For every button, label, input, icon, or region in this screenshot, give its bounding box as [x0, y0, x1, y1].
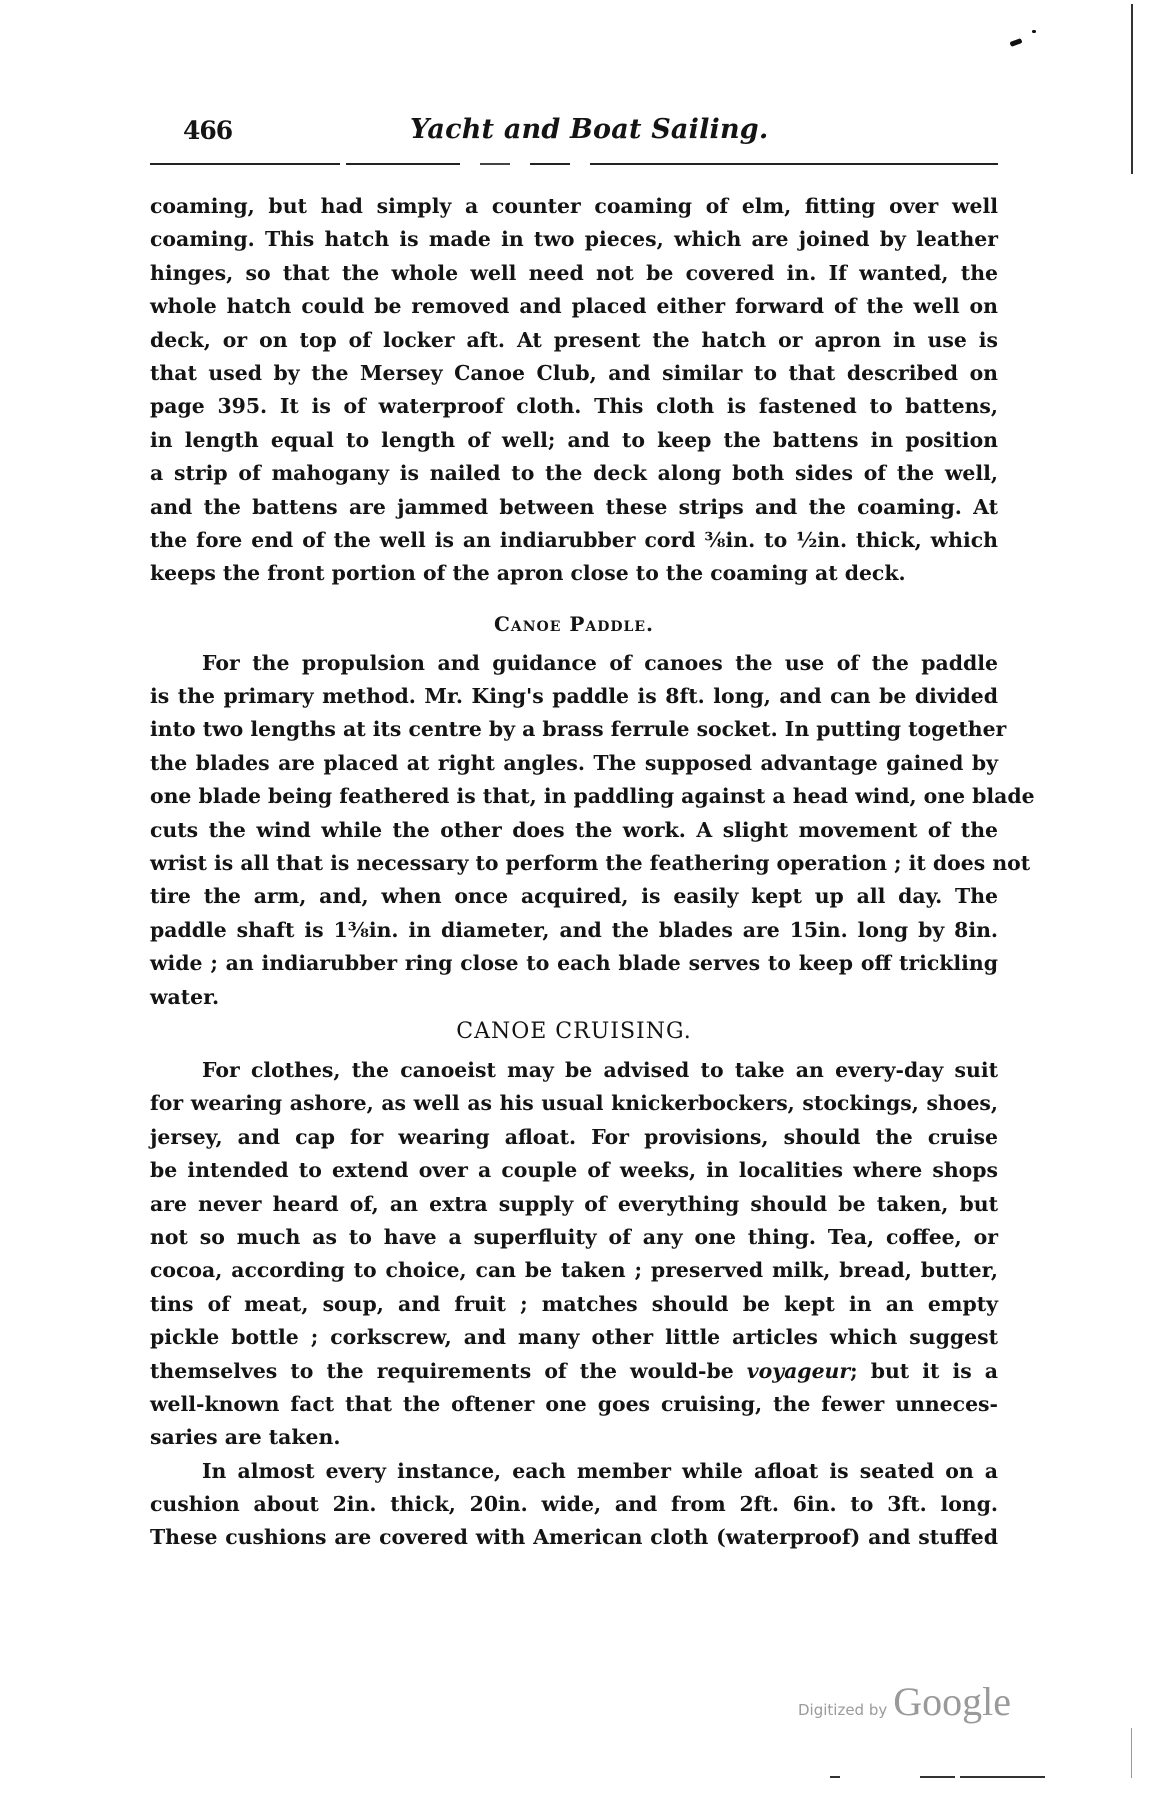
text-line: coaming, but had simply a counter coaming of elm, fitting over well: [150, 194, 998, 218]
page-number: 466: [183, 116, 233, 145]
text-line: one blade being feathered is that, in paddling against a head wind, one blade: [150, 784, 1035, 809]
text-line: hinges, so that the whole well need not be covered in. If wanted, the: [150, 260, 998, 285]
text-line: keeps the front portion of the apron close to the coaming at deck.: [150, 561, 906, 586]
text-line: cuts the wind while the other does the work. A slight movement of the: [150, 817, 998, 842]
page-edge-line: [1131, 4, 1133, 174]
text-line: water.: [150, 984, 220, 1009]
text-line: In almost every instance, each member while afloat is seated on a: [202, 1458, 998, 1483]
text-line: the blades are placed at right angles. The supposed advantage gained by: [150, 750, 998, 775]
text-line: [150, 1355, 998, 1388]
text-line: deck, or on top of locker aft. At present the hatch or apron in use is: [150, 327, 998, 352]
text-line: be intended to extend over a couple of weeks, in localities where shops: [150, 1158, 998, 1183]
text-line: tire the arm, and, when once acquired, is easily kept up all day. The: [150, 884, 998, 909]
text-line: tins of meat, soup, and fruit ; matches should be kept in an empty: [150, 1291, 998, 1316]
text-line: wide ; an indiarubber ring close to each blade serves to keep off trickling: [150, 951, 998, 976]
page-edge-line-bottom: [1131, 1728, 1132, 1778]
text-line: coaming. This hatch is made in two pieces, which are joined by leather: [150, 227, 998, 252]
scan-speck: [1032, 30, 1036, 33]
section-heading-canoe-paddle: Canoe Paddle.: [493, 611, 655, 636]
text-line: page 395. It is of waterproof cloth. This cloth is fastened to battens,: [150, 394, 998, 419]
text-line: For clothes, the canoeist may be advised to take an every-day suit: [202, 1057, 998, 1082]
text-segment: themselves to the requirements of the would-be: [150, 1358, 734, 1383]
text-segment: ; but it is a: [850, 1358, 998, 1383]
text-line: pickle bottle ; corkscrew, and many other little articles which suggest: [150, 1325, 998, 1350]
bottom-rule: [920, 1776, 955, 1778]
text-line: a strip of mahogany is nailed to the deck along both sides of the well,: [150, 461, 998, 486]
section-heading-canoe-cruising: CANOE CRUISING.: [456, 1018, 692, 1044]
text-line: These cushions are covered with American cloth (waterproof) and stuffed: [150, 1525, 998, 1550]
watermark-prefix: Digitized by: [798, 1701, 888, 1719]
italic-word: voyageur: [746, 1358, 851, 1383]
text-line: For the propulsion and guidance of canoes the use of the paddle: [202, 650, 998, 675]
bottom-rule: [830, 1776, 840, 1778]
text-line: are never heard of, an extra supply of everything should be taken, but: [150, 1191, 998, 1216]
text-line: the fore end of the well is an indiarubber cord ⅜in. to ½in. thick, which: [150, 527, 998, 552]
digitized-by-google-watermark: [798, 1678, 1011, 1725]
text-line: paddle shaft is 1⅜in. in diameter, and the blades are 15in. long by 8in.: [150, 917, 998, 942]
body-text: [150, 190, 1035, 1555]
text-line: in length equal to length of well; and to keep the battens in position: [150, 427, 998, 452]
google-logo-text: Google: [893, 1679, 1012, 1724]
scan-speck: [1010, 38, 1023, 47]
text-line: jersey, and cap for wearing afloat. For provisions, should the cruise: [150, 1124, 998, 1149]
text-line: that used by the Mersey Canoe Club, and similar to that described on: [150, 360, 998, 385]
header-rule: [150, 163, 998, 165]
bottom-rule: [960, 1776, 1045, 1778]
text-line: cushion about 2in. thick, 20in. wide, and from 2ft. 6in. to 3ft. long.: [150, 1492, 998, 1517]
text-line: well-known fact that the oftener one goes cruising, the fewer unneces-: [150, 1391, 998, 1416]
text-line: saries are taken.: [150, 1425, 341, 1450]
text-line: into two lengths at its centre by a brass ferrule socket. In putting together: [150, 717, 1007, 742]
text-line: is the primary method. Mr. King's paddle is 8ft. long, and can be divided: [150, 684, 998, 709]
text-line: cocoa, according to choice, can be taken ; preserved milk, bread, butter,: [150, 1258, 998, 1283]
running-title: Yacht and Boat Sailing.: [410, 114, 769, 145]
text-line: wrist is all that is necessary to perform the feathering operation ; it does not: [150, 851, 1031, 876]
text-line: whole hatch could be removed and placed either forward of the well on: [150, 294, 998, 319]
text-line: for wearing ashore, as well as his usual knickerbockers, stockings, shoes,: [150, 1091, 998, 1116]
text-line: not so much as to have a superfluity of any one thing. Tea, coffee, or: [150, 1224, 998, 1249]
text-line: and the battens are jammed between these strips and the coaming. At: [150, 494, 998, 519]
